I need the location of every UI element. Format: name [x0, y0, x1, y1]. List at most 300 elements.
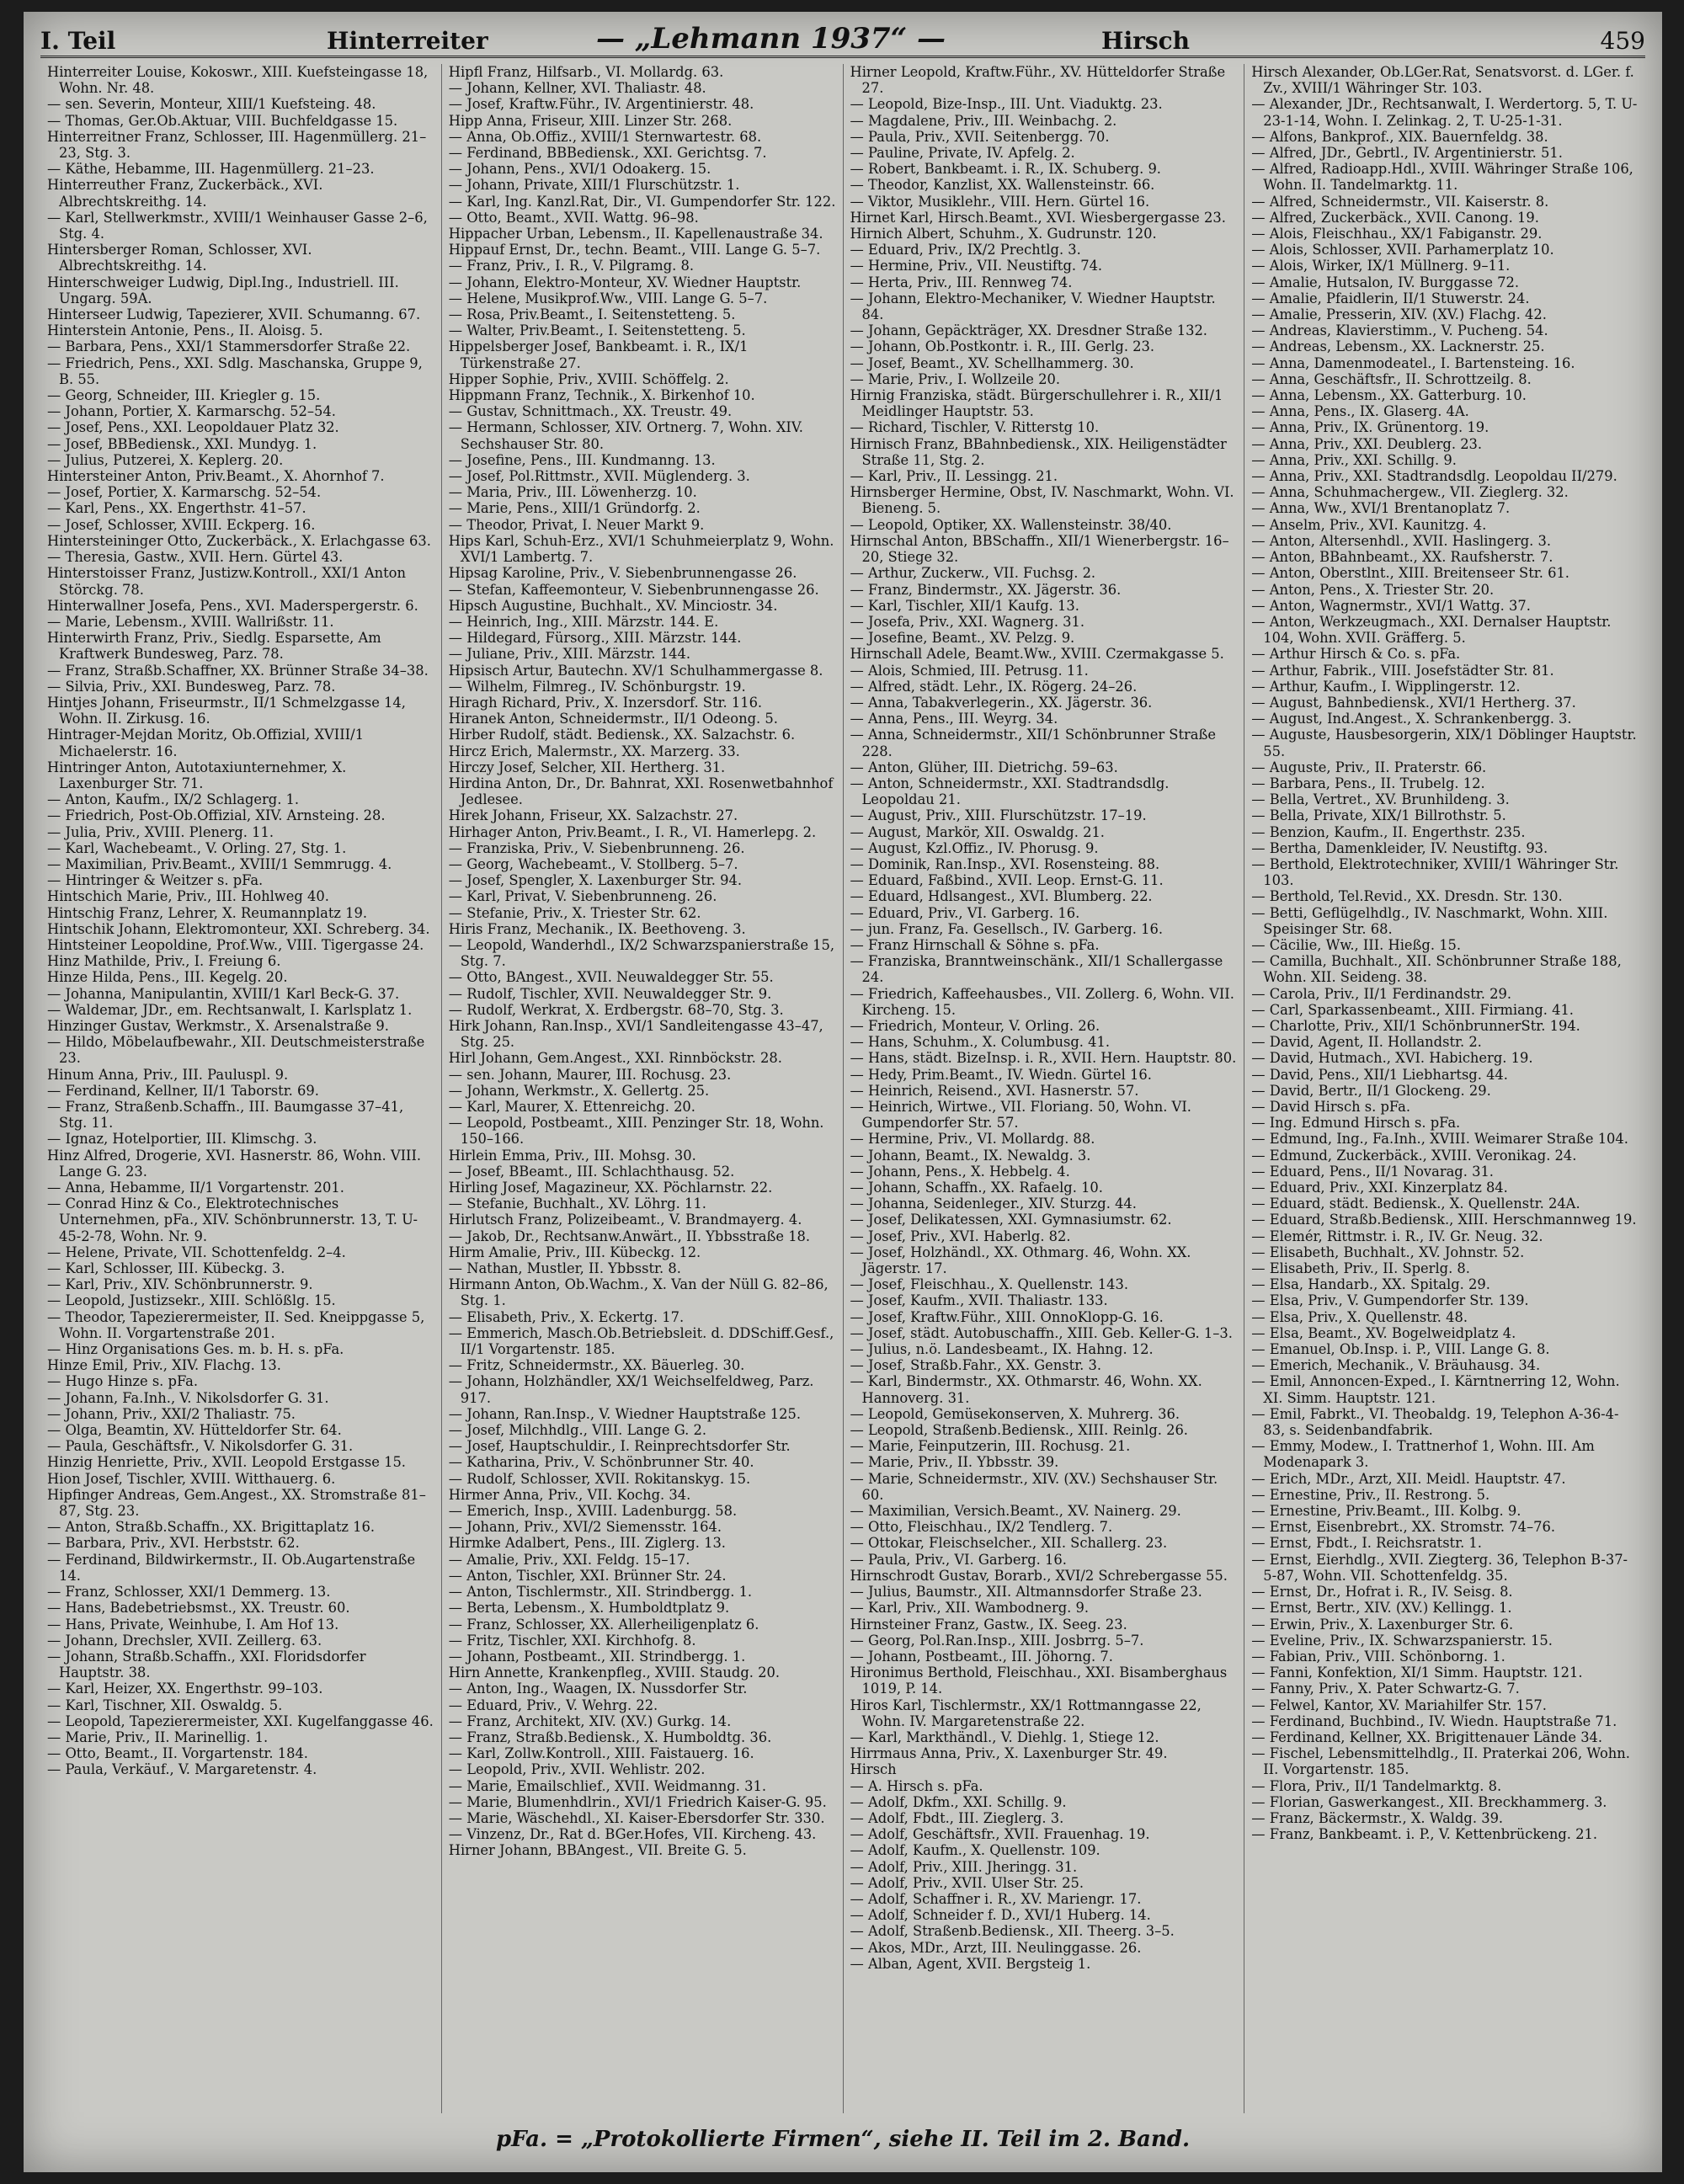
directory-entry: — Bertha, Damenkleider, IV. Neustiftg. 93.: [1251, 839, 1548, 856]
directory-entry: — Nathan, Mustler, II. Ybbsstr. 8.: [448, 1260, 681, 1277]
directory-entry: — Alfons, Bankprof., XIX. Bauernfeldg. 38.: [1251, 128, 1548, 145]
directory-entry: — Eduard, städt. Bediensk., X. Quellenstr. 24A.: [1251, 1196, 1580, 1212]
directory-entry: Hinterwirth Franz, Priv., Siedlg. Esparsette, Am Kraftwerk Bundesweg, Parz. 78.: [47, 630, 381, 663]
directory-entry: Hirnig Franziska, städt. Bürgerschullehrer i. R., XII/1 Meidlinger Hauptstr. 53.: [850, 387, 1223, 420]
directory-entry: — Theodor, Tapezierermeister, II. Sed. Kneippgasse 5, Wohn. II. Vorgartenstraße 201.: [47, 1308, 425, 1341]
publication-title: — „Lehmann 1937“ —: [596, 22, 946, 56]
directory-entry: — Anton, Wagnermstr., XVI/1 Wattg. 37.: [1251, 597, 1531, 614]
directory-entry: — Johann, Fa.Inh., V. Nikolsdorfer G. 31.: [47, 1389, 329, 1406]
directory-entry: — Johann, Beamt., IX. Newaldg. 3.: [850, 1147, 1091, 1164]
directory-entry: Hintersberger Roman, Schlosser, XVI. Albrechtskreithg. 14.: [47, 242, 312, 274]
directory-entry: — Anton, Werkzeugmach., XXI. Dernalser Hauptstr. 104, Wohn. XVII. Gräfferg. 5.: [1251, 613, 1612, 647]
directory-entry: — Paula, Geschäftsfr., V. Nikolsdorfer G. 31.: [47, 1438, 354, 1455]
directory-entry: Hirnschal Anton, BBSchaffn., XII/1 Wienerbergstr. 16–20, Stiege 32.: [850, 532, 1229, 566]
directory-entry: Hinterreuther Franz, Zuckerbäck., XVI. Albrechtskreithg. 14.: [47, 177, 323, 210]
directory-entry: — Eduard, Priv., IX/2 Prechtlg. 3.: [850, 242, 1081, 258]
directory-entry: Hintsteiner Leopoldine, Prof.Ww., VIII. Tigergasse 24.: [47, 936, 424, 953]
column-4: [1244, 64, 1645, 2113]
directory-entry: — Karl, Maurer, X. Ettenreichg. 20.: [448, 1099, 695, 1115]
directory-entry: — Conrad Hinz & Co., Elektrotechnisches Unternehmen, pFa., XIV. Schönbrunnerstr. 13, T. U-45-2-78, Wohn. Nr. 9.: [47, 1196, 418, 1244]
directory-entry: — Barbara, Pens., II. Trubelg. 12.: [1251, 775, 1485, 791]
directory-entry: — Pauline, Private, IV. Apfelg. 2.: [850, 145, 1075, 162]
directory-entry: — Theodor, Kanzlist, XX. Wallensteinstr. 66.: [850, 177, 1155, 194]
directory-entry: — Johann, Portier, X. Karmarschg. 52–54.: [47, 403, 336, 420]
directory-entry: Hinzinger Gustav, Werkmstr., X. Arsenalstraße 9.: [47, 1017, 389, 1034]
column-2: [442, 64, 844, 2113]
directory-entry: — Leopold, Priv., XVII. Wehlistr. 202.: [448, 1761, 706, 1778]
directory-entry: — Eveline, Priv., IX. Schwarzspanierstr. 15.: [1251, 1632, 1553, 1649]
directory-entry: — Alfred, Zuckerbäck., XVII. Canong. 19.: [1251, 209, 1539, 226]
directory-entry: — Robert, Bankbeamt. i. R., IX. Schuberg. 9.: [850, 161, 1161, 178]
directory-entry: — Julius, Putzerei, X. Keplerg. 20.: [47, 451, 284, 468]
directory-entry: Hinzig Henriette, Priv., XVII. Leopold Erstgasse 15.: [47, 1454, 406, 1471]
directory-entry: — Ottokar, Fleischselcher., XII. Schallerg. 23.: [850, 1535, 1168, 1552]
directory-entry: — Anna, Pens., III. Weyrg. 34.: [850, 711, 1058, 727]
directory-entry: — Leopold, Straßenb.Bediensk., XIII. Reinlg. 26.: [850, 1422, 1188, 1439]
directory-entry: Hirber Rudolf, städt. Bediensk., XX. Salzachstr. 6.: [448, 727, 796, 743]
directory-entry: — sen. Johann, Maurer, III. Rochusg. 23.: [448, 1066, 732, 1083]
directory-entry: — Theodor, Privat, I. Neuer Markt 9.: [448, 516, 705, 533]
directory-entry: — Erwin, Priv., X. Laxenburger Str. 6.: [1251, 1616, 1514, 1633]
directory-entry: Hirl Johann, Gem.Angest., XXI. Rinnböckstr. 28.: [448, 1050, 782, 1067]
directory-entry: — Josef, Straßb.Fahr., XX. Genstr. 3.: [850, 1357, 1102, 1374]
directory-entry: — Elsa, Handarb., XX. Spitalg. 29.: [1251, 1276, 1490, 1293]
directory-entry: — Hans, Private, Weinhube, I. Am Hof 13.: [47, 1616, 339, 1633]
directory-entry: — Anton, Glüher, III. Dietrichg. 59–63.: [850, 759, 1118, 775]
directory-entry: — Vinzenz, Dr., Rat d. BGer.Hofes, VII. Kircheng. 43.: [448, 1826, 817, 1843]
directory-entry: — Stefan, Kaffeemonteur, V. Siebenbrunnengasse 26.: [448, 581, 819, 598]
directory-entry: — Hinz Organisations Ges. m. b. H. s. pFa.: [47, 1341, 344, 1358]
directory-entry: — Marie, Priv., II. Ybbsstr. 39.: [850, 1454, 1059, 1471]
directory-entry: — Emerich, Mechanik., V. Bräuhausg. 34.: [1251, 1357, 1541, 1374]
directory-entry: Hirsch: [850, 1761, 897, 1778]
directory-entry: — Anna, Priv., XXI. Schillg. 9.: [1251, 451, 1457, 468]
directory-entry: — Stefanie, Priv., X. Triester Str. 62.: [448, 904, 701, 921]
directory-entry: — Heinrich, Wirtwe., VII. Floriang. 50, Wohn. VI. Gumpendorfer Str. 57.: [850, 1099, 1191, 1132]
directory-entry: — Thomas, Ger.Ob.Aktuar, VIII. Buchfeldgasse 15.: [47, 112, 398, 129]
directory-entry: — Alois, Schmied, III. Petrusg. 11.: [850, 662, 1089, 679]
directory-entry: — Berta, Lebensm., X. Humboldtplatz 9.: [448, 1600, 730, 1617]
directory-entry: — Johann, Elektro-Monteur, XV. Wiedner Hauptstr.: [448, 274, 802, 290]
directory-entry: — Marie, Emailschlief., XVII. Weidmanng. 31.: [448, 1777, 767, 1794]
directory-entry: — Josefine, Pens., III. Kundmanng. 13.: [448, 451, 716, 468]
directory-entry: — Adolf, Schneider f. D., XVI/1 Huberg. 14.: [850, 1907, 1151, 1924]
directory-entry: Hirnich Albert, Schuhm., X. Gudrunstr. 120.: [850, 226, 1157, 242]
directory-entry: — Marie, Lebensm., XVIII. Wallrißstr. 11.: [47, 613, 334, 630]
directory-entry: — August, Priv., XIII. Flurschützstr. 17–19.: [850, 807, 1147, 824]
directory-entry: — Edmund, Zuckerbäck., XVIII. Veronikag. 24.: [1251, 1147, 1577, 1164]
directory-entry: Hinterstoisser Franz, Justizw.Kontroll., XXI/1 Anton Störckg. 78.: [47, 565, 406, 598]
directory-entry: — Anton, Oberstlnt., XIII. Breitenseer Str. 61.: [1251, 565, 1569, 582]
directory-entry: — Fritz, Schneidermstr., XX. Bäuerleg. 30.: [448, 1357, 745, 1374]
directory-entry: — Josef, Beamt., XV. Schellhammerg. 30.: [850, 354, 1134, 371]
directory-entry: — Alfred, JDr., Gebrtl., IV. Argentinierstr. 51.: [1251, 145, 1563, 162]
directory-entry: Hirnet Karl, Hirsch.Beamt., XVI. Wiesbergergasse 23.: [850, 209, 1226, 226]
directory-entry: — Eduard, Straßb.Bediensk., XIII. Herschmannweg 19.: [1251, 1212, 1637, 1228]
directory-entry: — Eduard, Hdlsangest., XVI. Blumberg. 22.: [850, 888, 1153, 905]
directory-entry: Hinterschweiger Ludwig, Dipl.Ing., Industriell. III. Ungarg. 59A.: [47, 274, 399, 306]
directory-entry: — Johann, Pens., XVI/1 Odoakerg. 15.: [448, 161, 711, 178]
directory-entry: — Franz, Bindermstr., XX. Jägerstr. 36.: [850, 581, 1122, 598]
directory-entry: — Johann, Drechsler, XVII. Zeillerg. 63.: [47, 1632, 322, 1649]
directory-entry: — Anna, Tabakverlegerin., XX. Jägerstr. 36.: [850, 694, 1153, 711]
directory-entry: — August, Kzl.Offiz., IV. Phorusg. 9.: [850, 839, 1099, 856]
directory-entry: — Bella, Vertret., XV. Brunhildeng. 3.: [1251, 791, 1510, 808]
directory-entry: — Anna, Priv., XXI. Deublerg. 23.: [1251, 435, 1483, 452]
directory-entry: — Otto, Fleischhau., IX/2 Tendlerg. 7.: [850, 1519, 1113, 1536]
directory-entry: — Anton, Pens., X. Triester Str. 20.: [1251, 581, 1495, 598]
directory-entry: — Josef, Portier, X. Karmarschg. 52–54.: [47, 484, 322, 501]
directory-entry: Hirnsberger Hermine, Obst, IV. Naschmarkt, Wohn. VI. Bieneng. 5.: [850, 484, 1234, 517]
directory-entry: — Franz, Schlosser, XX. Allerheiligenplatz 6.: [448, 1616, 759, 1633]
directory-entry: — Anton, Schneidermstr., XXI. Stadtrandsdlg. Leopoldau 21.: [850, 775, 1170, 808]
directory-entry: Hirnschrodt Gustav, Borarb., XVI/2 Schrebergasse 55.: [850, 1567, 1228, 1584]
directory-entry: — Amalie, Pfaidlerin, II/1 Stuwerstr. 24.: [1251, 290, 1530, 306]
directory-entry: — David, Bertr., II/1 Glockeng. 29.: [1251, 1082, 1491, 1099]
directory-entry: — Eduard, Priv., VI. Garberg. 16.: [850, 904, 1080, 921]
directory-entry: Hirn Annette, Krankenpfleg., XVIII. Staudg. 20.: [448, 1665, 780, 1681]
directory-entry: Hipsag Karoline, Priv., V. Siebenbrunnengasse 26.: [448, 565, 797, 582]
directory-entry: — Viktor, Musiklehr., VIII. Hern. Gürtel 16.: [850, 193, 1150, 210]
last-name-running-head: Hirsch: [1101, 27, 1191, 55]
directory-entry: Hirk Johann, Ran.Insp., XVI/1 Sandleitengasse 43–47, Stg. 25.: [448, 1017, 823, 1051]
directory-entry: — Benzion, Kaufm., II. Engerthstr. 235.: [1251, 823, 1526, 840]
directory-entry: — Rudolf, Werkrat, X. Erdbergstr. 68–70, Stg. 3.: [448, 1001, 784, 1018]
directory-entry: Hips Karl, Schuh-Erz., XVI/1 Schuhmeierplatz 9, Wohn. XVI/1 Lambertg. 7.: [448, 532, 834, 566]
directory-entry: — Franz, Schlosser, XXI/1 Demmerg. 13.: [47, 1584, 331, 1601]
directory-entry: — Anna, Priv., XXI. Stadtrandsdlg. Leopoldau II/279.: [1251, 468, 1617, 485]
directory-entry: — Helene, Musikprof.Ww., VIII. Lange G. 5–7.: [448, 290, 768, 306]
directory-entry: — Josef, BBBediensk., XXI. Mundyg. 1.: [47, 435, 317, 452]
directory-entry: — Jakob, Dr., Rechtsanw.Anwärt., II. Ybbsstraße 18.: [448, 1228, 811, 1244]
directory-entry: — Julius, n.ö. Landesbeamt., IX. Hahng. 12.: [850, 1341, 1154, 1358]
directory-entry: — Alban, Agent, XVII. Bergsteig 1.: [850, 1955, 1091, 1972]
directory-entry: — Josef, Kraftw.Führ., IV. Argentinierstr. 48.: [448, 96, 754, 113]
directory-entry: — Ernestine, Priv.Beamt., III. Kolbg. 9.: [1251, 1503, 1521, 1520]
directory-entry: — Theresia, Gastw., XVII. Hern. Gürtel 43.: [47, 549, 344, 566]
directory-entry: — Erich, MDr., Arzt, XII. Meidl. Hauptstr. 47.: [1251, 1470, 1566, 1487]
directory-entry: — Karl, Wachebeamt., V. Orling. 27, Stg. 1.: [47, 839, 347, 856]
directory-entry: — Marie, Wäschehdl., XI. Kaiser-Ebersdorfer Str. 330.: [448, 1809, 825, 1826]
directory-entry: — Johanna, Manipulantin, XVIII/1 Karl Beck-G. 37.: [47, 985, 400, 1002]
directory-entry: — Johann, Priv., XXI/2 Thaliastr. 75.: [47, 1405, 296, 1422]
directory-entry: — Anton, Kaufm., IX/2 Schlagerg. 1.: [47, 791, 300, 808]
directory-entry: — Franz, Priv., I. R., V. Pilgramg. 8.: [448, 258, 694, 274]
directory-entry: — Eduard, Priv., V. Wehrg. 22.: [448, 1697, 658, 1713]
directory-entry: — Maximilian, Priv.Beamt., XVIII/1 Semmrugg. 4.: [47, 855, 392, 872]
directory-entry: — Alois, Schlosser, XVII. Parhamerplatz 10.: [1251, 242, 1554, 258]
directory-entry: — Adolf, Straßenb.Bediensk., XII. Theerg. 3–5.: [850, 1923, 1175, 1940]
directory-entry: — Josef, Kraftw.Führ., XIII. OnnoKlopp-G. 16.: [850, 1308, 1164, 1325]
directory-entry: — Johann, Straßb.Schaffn., XXI. Floridsdorfer Hauptstr. 38.: [47, 1648, 366, 1681]
directory-entry: — Gustav, Schnittmach., XX. Treustr. 49.: [448, 403, 733, 420]
first-name-running-head: Hinterreiter: [327, 27, 488, 55]
directory-entry: — Franz, Bankbeamt. i. P., V. Kettenbrückeng. 21.: [1251, 1826, 1598, 1843]
directory-entry: — Anna, Hebamme, II/1 Vorgartenstr. 201.: [47, 1180, 344, 1196]
directory-entry: — Marie, Pens., XIII/1 Gründorfg. 2.: [448, 500, 701, 517]
directory-entry: Hintschik Johann, Elektromonteur, XXI. Schreberg. 34.: [47, 920, 430, 937]
directory-entry: — Josef, Pens., XXI. Leopoldauer Platz 32.: [47, 419, 339, 436]
directory-entry: — Julia, Priv., XVIII. Plenerg. 11.: [47, 823, 274, 840]
directory-entry: Hirsch Alexander, Ob.LGer.Rat, Senatsvorst. d. LGer. f. Zv., XVIII/1 Währinger Str. 103.: [1251, 64, 1634, 97]
directory-entry: — Leopold, Tapezierermeister, XXI. Kugelfanggasse 46.: [47, 1713, 434, 1729]
directory-entry: — Josef, Spengler, X. Laxenburger Str. 94.: [448, 872, 743, 889]
directory-entry: Hipfinger Andreas, Gem.Angest., XX. Stromstraße 81–87, Stg. 23.: [47, 1486, 426, 1520]
directory-entry: — Josef, BBeamt., III. Schlachthausg. 52.: [448, 1163, 735, 1180]
directory-entry: — Johann, Pens., X. Hebbelg. 4.: [850, 1163, 1070, 1180]
directory-entry: — Hintringer & Weitzer s. pFa.: [47, 872, 264, 889]
directory-entry: — Emanuel, Ob.Insp. i. P., VIII. Lange G. 8.: [1251, 1341, 1550, 1358]
directory-entry: — Ignaz, Hotelportier, III. Klimschg. 3.: [47, 1131, 317, 1148]
directory-entry: — Anton, Altersenhdl., XVII. Haslingerg. 3.: [1251, 532, 1552, 549]
directory-entry: Hirmer Anna, Priv., VII. Kochg. 34.: [448, 1486, 691, 1503]
directory-entry: — Anton, Ing., Waagen, IX. Nussdorfer Str.: [448, 1681, 748, 1697]
directory-entry: — Josefine, Beamt., XV. Pelzg. 9.: [850, 630, 1075, 647]
directory-entry: — Amalie, Presserin, XIV. (XV.) Flachg. 42.: [1251, 306, 1547, 323]
directory-entry: — Carola, Priv., II/1 Ferdinandstr. 29.: [1251, 985, 1512, 1002]
directory-entry: — August, Ind.Angest., X. Schrankenbergg. 3.: [1251, 711, 1572, 727]
directory-entry: — Georg, Pol.Ran.Insp., XIII. Josbrrg. 5–7.: [850, 1632, 1144, 1649]
directory-entry: Hintjes Johann, Friseurmstr., II/1 Schmelzgasse 14, Wohn. II. Zirkusg. 16.: [47, 694, 406, 727]
directory-entry: — Hugo Hinze s. pFa.: [47, 1373, 199, 1390]
directory-entry: — Waldemar, JDr., em. Rechtsanwalt, I. Karlsplatz 1.: [47, 1001, 413, 1018]
directory-entry: — Fanni, Konfektion, XI/1 Simm. Hauptstr. 121.: [1251, 1665, 1583, 1681]
directory-entry: — Karl, Schlosser, III. Kübeckg. 3.: [47, 1260, 285, 1277]
directory-entry: — Silvia, Priv., XXI. Bundesweg, Parz. 78.: [47, 678, 336, 695]
directory-entry: — Richard, Tischler, V. Ritterstg 10.: [850, 419, 1100, 436]
directory-entry: — Friedrich, Pens., XXI. Sdlg. Maschanska, Gruppe 9, B. 55.: [47, 354, 423, 387]
directory-entry: — Elsa, Priv., X. Quellenstr. 48.: [1251, 1308, 1468, 1325]
directory-entry: Hintersteiner Anton, Priv.Beamt., X. Ahornhof 7.: [47, 468, 385, 485]
directory-entry: Hiragh Richard, Priv., X. Inzersdorf. Str. 116.: [448, 694, 763, 711]
directory-entry: — Otto, Beamt., XVII. Wattg. 96–98.: [448, 209, 699, 226]
directory-entry: — Rosa, Priv.Beamt., I. Seitenstetteng. 5.: [448, 306, 736, 323]
directory-entry: — Ferdinand, BBBediensk., XXI. Gerichtsg. 7.: [448, 145, 767, 162]
directory-entry: — Florian, Gaswerkangest., XII. Breckhammerg. 3.: [1251, 1793, 1607, 1810]
directory-entry: — Hans, Schuhm., X. Columbusg. 41.: [850, 1034, 1111, 1051]
directory-entry: — Johann, Private, XIII/1 Flurschützstr. 1.: [448, 177, 740, 194]
directory-entry: — Marie, Priv., I. Wollzeile 20.: [850, 370, 1061, 387]
directory-entry: — Josef, Fleischhau., X. Quellenstr. 143.: [850, 1276, 1129, 1293]
directory-entry: — Katharina, Priv., V. Schönbrunner Str. 40.: [448, 1454, 754, 1471]
directory-entry: Hion Josef, Tischler, XVIII. Witthauerg. 6.: [47, 1470, 336, 1487]
directory-entry: — Ernestine, Priv., II. Restrong. 5.: [1251, 1486, 1490, 1503]
directory-entry: — Franz, Straßb.Schaffner, XX. Brünner Straße 34–38.: [47, 662, 429, 679]
directory-entry: — Felwel, Kantor, XV. Mariahilfer Str. 157.: [1251, 1697, 1547, 1713]
directory-entry: — Amalie, Priv., XXI. Feldg. 15–17.: [448, 1551, 690, 1568]
directory-entry: Hinze Hilda, Pens., III. Kegelg. 20.: [47, 969, 288, 986]
directory-entry: — Josef, Hauptschuldir., I. Reinprechtsdorfer Str.: [448, 1438, 791, 1455]
directory-entry: — Johann, Gepäckträger, XX. Dresdner Straße 132.: [850, 322, 1207, 339]
directory-entry: — Emerich, Insp., XVIII. Ladenburgg. 58.: [448, 1503, 738, 1520]
directory-entry: — Emil, Annoncen-Exped., I. Kärntnerring 12, Wohn. XI. Simm. Hauptstr. 121.: [1251, 1373, 1620, 1406]
directory-entry: — Paula, Priv., XVII. Seitenbergg. 70.: [850, 128, 1110, 145]
directory-entry: Hirek Johann, Friseur, XX. Salzachstr. 27.: [448, 807, 738, 824]
directory-entry: — Anna, Lebensm., XX. Gatterburg. 10.: [1251, 387, 1527, 404]
directory-entry: — Johann, Schaffn., XX. Rafaelg. 10.: [850, 1180, 1103, 1196]
directory-entry: — Barbara, Pens., XXI/1 Stammersdorfer Straße 22.: [47, 338, 411, 355]
directory-entry: — Maria, Priv., III. Löwenherzg. 10.: [448, 484, 697, 501]
directory-entry: — Georg, Wachebeamt., V. Stollberg. 5–7.: [448, 855, 738, 872]
directory-entry: — Ernst, Eisenbrebrt., XX. Stromstr. 74–76.: [1251, 1519, 1556, 1536]
directory-entry: — Andreas, Lebensm., XX. Lacknerstr. 25.: [1251, 338, 1545, 355]
directory-entry: — Friedrich, Monteur, V. Orling. 26.: [850, 1017, 1100, 1034]
directory-entry: — Franziska, Priv., V. Siebenbrunneng. 26.: [448, 839, 745, 856]
directory-entry: Hinterseer Ludwig, Tapezierer, XVII. Schumanng. 67.: [47, 306, 421, 323]
directory-entry: — Anna, Geschäftsfr., II. Schrottzeilg. 8.: [1251, 370, 1532, 387]
directory-entry: — Karl, Markthändl., V. Diehlg. 1, Stiege 12.: [850, 1729, 1159, 1745]
directory-entry: Hinterstein Antonie, Pens., II. Aloisg. 5.: [47, 322, 323, 339]
directory-entry: — Ferdinand, Kellner, II/1 Taborstr. 69.: [47, 1082, 319, 1099]
directory-entry: — sen. Severin, Monteur, XIII/1 Kuefsteing. 48.: [47, 96, 376, 113]
directory-entry: Hipsch Augustine, Buchhalt., XV. Minciostr. 34.: [448, 597, 778, 614]
directory-entry: — Johann, Kellner, XVI. Thaliastr. 48.: [448, 80, 706, 97]
directory-entry: — David, Pens., XII/1 Liebhartsg. 44.: [1251, 1066, 1508, 1083]
directory-entry: — Franz, Straßenb.Schaffn., III. Baumgasse 37–41, Stg. 11.: [47, 1099, 404, 1132]
directory-entry: — Marie, Schneidermstr., XIV. (XV.) Sechshauser Str. 60.: [850, 1470, 1218, 1503]
directory-entry: — Anton, Straßb.Schaffn., XX. Brigittaplatz 16.: [47, 1519, 376, 1536]
directory-entry: — Josef, städt. Autobuschaffn., XIII. Geb. Keller-G. 1–3.: [850, 1324, 1233, 1341]
directory-entry: — Franz, Straßb.Bediensk., X. Humboldtg. 36.: [448, 1729, 772, 1745]
directory-entry: Hironimus Berthold, Fleischhau., XXI. Bisamberghaus 1019, P. 14.: [850, 1665, 1228, 1697]
directory-entry: — Auguste, Hausbesorgerin, XIX/1 Döblinger Hauptstr. 55.: [1251, 727, 1637, 759]
footer-note: pFa. = „Protokollierte Firmen“, siehe II. Teil im 2. Band.: [495, 2127, 1191, 2152]
directory-entry: — Herta, Priv., III. Rennweg 74.: [850, 274, 1073, 290]
directory-entry: — Josef, Pol.Rittmstr., XVII. Müglenderg. 3.: [448, 468, 750, 485]
directory-entry: — Andreas, Klavierstimm., V. Pucheng. 54.: [1251, 322, 1548, 339]
directory-entry: — Leopold, Gemüsekonserven, X. Muhrerg. 36.: [850, 1405, 1180, 1422]
directory-entry: Hinz Mathilde, Priv., I. Freiung 6.: [47, 953, 281, 970]
directory-entry: — Josef, Schlosser, XVIII. Eckperg. 16.: [47, 516, 316, 533]
directory-entry: — Fischel, Lebensmittelhdlg., II. Praterkai 206, Wohn. II. Vorgartenstr. 185.: [1251, 1745, 1630, 1778]
directory-entry: — Elisabeth, Buchhalt., XV. Johnstr. 52.: [1251, 1244, 1525, 1260]
directory-entry: — Hildegard, Fürsorg., XIII. Märzstr. 144.: [448, 630, 742, 647]
directory-entry: Hipper Sophie, Priv., XVIII. Schöffelg. 2.: [448, 370, 729, 387]
directory-entry: — Alois, Fleischhau., XX/1 Fabiganstr. 29.: [1251, 226, 1543, 242]
directory-entry: — Franziska, Branntweinschänk., XII/1 Schallergasse 24.: [850, 953, 1223, 986]
directory-entry: Hirdina Anton, Dr., Dr. Bahnrat, XXI. Rosenwetbahnhof Jedlesee.: [448, 775, 834, 808]
directory-entry: — Eduard, Priv., XXI. Kinzerplatz 84.: [1251, 1180, 1508, 1196]
directory-entry: — Anna, Schneidermstr., XII/1 Schönbrunner Straße 228.: [850, 727, 1216, 759]
directory-entry: — A. Hirsch s. pFa.: [850, 1777, 983, 1794]
directory-entry: — Friedrich, Kaffeehausbes., VII. Zollerg. 6, Wohn. VII. Kircheng. 15.: [850, 985, 1234, 1018]
directory-entry: — Josefa, Priv., XXI. Wagnerg. 31.: [850, 613, 1085, 630]
directory-entry: — Adolf, Priv., XVII. Ulser Str. 25.: [850, 1874, 1084, 1891]
directory-entry: — Helene, Private, VII. Schottenfeldg. 2–4.: [47, 1244, 346, 1260]
directory-entry: Hipfl Franz, Hilfsarb., VI. Mollardg. 63.: [448, 64, 724, 80]
column-1: [40, 64, 442, 2113]
directory-entry: — Paula, Priv., VI. Garberg. 16.: [850, 1551, 1067, 1568]
directory-entry: Hirmke Adalbert, Pens., III. Ziglerg. 13.: [448, 1535, 726, 1552]
directory-entry: — Fritz, Tischler, XXI. Kirchhofg. 8.: [448, 1632, 696, 1649]
directory-entry: — Johann, Ran.Insp., V. Wiedner Hauptstraße 125.: [448, 1405, 802, 1422]
directory-entry: — Leopold, Optiker, XX. Wallensteinstr. 38/40.: [850, 516, 1172, 533]
directory-entry: — Fanny, Priv., X. Pater Schwartz-G. 7.: [1251, 1681, 1520, 1697]
directory-entry: — Franz Hirnschall & Söhne s. pFa.: [850, 936, 1100, 953]
part-label: I. Teil: [40, 27, 116, 55]
directory-entry: — Heinrich, Reisend., XVI. Hasnerstr. 57.: [850, 1082, 1139, 1099]
directory-entry: Hirnschall Adele, Beamt.Ww., XVIII. Czermakgasse 5.: [850, 646, 1224, 663]
directory-entry: — Karl, Zollw.Kontroll., XIII. Faistauerg. 16.: [448, 1745, 754, 1762]
directory-entry: — August, Bahnbediensk., XVI/1 Hertherg. 37.: [1251, 694, 1576, 711]
directory-entry: Hippelsberger Josef, Bankbeamt. i. R., IX/1 Türkenstraße 27.: [448, 338, 749, 371]
directory-entry: — Franz, Bäckermstr., X. Waldg. 39.: [1251, 1809, 1504, 1826]
directory-entry: — Otto, Beamt., II. Vorgartenstr. 184.: [47, 1745, 308, 1762]
directory-entry: — Edmund, Ing., Fa.Inh., XVIII. Weimarer Straße 104.: [1251, 1131, 1628, 1148]
directory-entry: — Anton, BBahnbeamt., XX. Raufsherstr. 7.: [1251, 549, 1553, 566]
directory-entry: — Johann, Postbeamt., III. Jöhorng. 7.: [850, 1648, 1113, 1665]
directory-entry: Hinterwallner Josefa, Pens., XVI. Maderspergerstr. 6.: [47, 597, 418, 614]
directory-entry: — Josef, Kaufm., XVII. Thaliastr. 133.: [850, 1292, 1108, 1309]
directory-entry: — Maximilian, Versich.Beamt., XV. Nainerg. 29.: [850, 1503, 1181, 1520]
directory-entry: — Johann, Postbeamt., XII. Strindbergg. 1.: [448, 1648, 746, 1665]
directory-entry: — Flora, Priv., II/1 Tandelmarktg. 8.: [1251, 1777, 1502, 1794]
directory-entry: — Anna, Pens., IX. Glaserg. 4A.: [1251, 403, 1469, 420]
directory-entry: Hirmann Anton, Ob.Wachm., X. Van der Nüll G. 82–86, Stg. 1.: [448, 1276, 829, 1309]
directory-entry: — Adolf, Kaufm., X. Quellenstr. 109.: [850, 1842, 1100, 1859]
directory-entry: — Alfred, Radioapp.Hdl., XVIII. Währinger Straße 106, Wohn. II. Tandelmarktg. 11.: [1251, 161, 1633, 194]
directory-entry: Hintringer Anton, Autotaxiunternehmer, X. Laxenburger Str. 71.: [47, 759, 347, 791]
directory-entry: — Anna, Ww., XVI/1 Brentanoplatz 7.: [1251, 500, 1511, 517]
directory-entry: Hirrmaus Anna, Priv., X. Laxenburger Str. 49.: [850, 1745, 1168, 1762]
directory-entry: — Hermine, Priv., VI. Mollardg. 88.: [850, 1131, 1095, 1148]
directory-entry: — August, Markör, XII. Oswaldg. 21.: [850, 823, 1105, 840]
directory-entry: — Arthur, Zuckerw., VII. Fuchsg. 2.: [850, 565, 1096, 582]
directory-entry: — Josef, Delikatessen, XXI. Gymnasiumstr. 62.: [850, 1212, 1172, 1228]
column-3: [844, 64, 1245, 2113]
directory-entry: — Elisabeth, Priv., X. Eckertg. 17.: [448, 1308, 685, 1325]
directory-entry: — Josef, Holzhändl., XX. Othmarg. 46, Wohn. XX. Jägerstr. 17.: [850, 1244, 1191, 1277]
directory-entry: — Karl, Stellwerkmstr., XVIII/1 Weinhauser Gasse 2–6, Stg. 4.: [47, 209, 428, 242]
directory-entry: — Karl, Priv., XII. Wambodnerg. 9.: [850, 1600, 1090, 1617]
directory-entry: — Emmerich, Masch.Ob.Betriebsleit. d. DDSchiff.Gesf., II/1 Vorgartenstr. 185.: [448, 1324, 834, 1358]
directory-entry: Hipsisch Artur, Bautechn. XV/1 Schulhammergasse 8.: [448, 662, 823, 679]
directory-entry: — Elsa, Priv., V. Gumpendorfer Str. 139.: [1251, 1292, 1529, 1309]
directory-entry: — Hans, städt. BizeInsp. i. R., XVII. Hern. Hauptstr. 80.: [850, 1050, 1237, 1067]
directory-entry: — Walter, Priv.Beamt., I. Seitenstetteng. 5.: [448, 322, 746, 339]
directory-entry: — Karl, Tischner, XII. Oswaldg. 5.: [47, 1697, 283, 1713]
directory-entry: — Berthold, Elektrotechniker, XVIII/1 Währinger Str. 103.: [1251, 855, 1619, 889]
directory-entry: — Anton, Tischlermstr., XII. Strindbergg. 1.: [448, 1584, 753, 1601]
directory-entry: Hirlein Emma, Priv., III. Mohsg. 30.: [448, 1147, 696, 1164]
directory-entry: — Marie, Priv., II. Marinellig. 1.: [47, 1729, 269, 1745]
directory-entry: Hinze Emil, Priv., XIV. Flachg. 13.: [47, 1357, 281, 1374]
directory-entry: — Otto, BAngest., XVII. Neuwaldegger Str. 55.: [448, 969, 774, 986]
directory-entry: — Emmy, Modew., I. Trattnerhof 1, Wohn. III. Am Modenapark 3.: [1251, 1438, 1595, 1471]
directory-entry: Hircz Erich, Malermstr., XX. Marzerg. 33.: [448, 743, 740, 759]
directory-entry: — Hermann, Schlosser, XIV. Ortnerg. 7, Wohn. XIV. Sechshauser Str. 80.: [448, 419, 803, 452]
directory-entry: Hirling Josef, Magazineur, XX. Pöchlarnstr. 22.: [448, 1180, 773, 1196]
directory-entry: — Karl, Pens., XX. Engerthstr. 41–57.: [47, 500, 306, 517]
directory-entry: — Adolf, Dkfm., XXI. Schillg. 9.: [850, 1793, 1067, 1810]
directory-entry: — Camilla, Buchhalt., XII. Schönbrunner Straße 188, Wohn. XII. Seideng. 38.: [1251, 953, 1622, 986]
directory-entry: — Heinrich, Ing., XIII. Märzstr. 144. E.: [448, 613, 719, 630]
directory-entry: — Bella, Private, XIX/1 Billrothstr. 5.: [1251, 807, 1506, 824]
directory-entry: — Amalie, Hutsalon, IV. Burggasse 72.: [1251, 274, 1520, 290]
directory-entry: — Akos, MDr., Arzt, III. Neulinggasse. 26.: [850, 1939, 1142, 1956]
directory-entry: Hirlutsch Franz, Polizeibeamt., V. Brandmayerg. 4.: [448, 1212, 802, 1228]
directory-entry: — Fabian, Priv., VIII. Schönborng. 1.: [1251, 1648, 1505, 1665]
directory-entry: Hirnsteiner Franz, Gastw., IX. Seeg. 23.: [850, 1616, 1127, 1633]
directory-entry: — Karl, Bindermstr., XX. Othmarstr. 46, Wohn. XX. Hannoverg. 31.: [850, 1373, 1202, 1406]
directory-entry: Hiris Franz, Mechanik., IX. Beethoveng. 3.: [448, 920, 746, 937]
directory-entry: Hirczy Josef, Selcher, XII. Hertherg. 31.: [448, 759, 726, 775]
directory-entry: — Josef, Milchhdlg., VIII. Lange G. 2.: [448, 1422, 707, 1439]
directory-entry: Hirnisch Franz, BBahnbediensk., XIX. Heiligenstädter Straße 11, Stg. 2.: [850, 435, 1227, 468]
directory-entry: Hiranek Anton, Schneidermstr., II/1 Odeong. 5.: [448, 711, 778, 727]
directory-entry: — Ernst, Eierhdlg., XVII. Ziegterg. 36, Telephon B-37-5-87, Wohn. VII. Schottenfeldg. 35.: [1251, 1551, 1628, 1584]
directory-entry: — Ferdinand, Bildwirkermstr., II. Ob.Augartenstraße 14.: [47, 1551, 416, 1584]
